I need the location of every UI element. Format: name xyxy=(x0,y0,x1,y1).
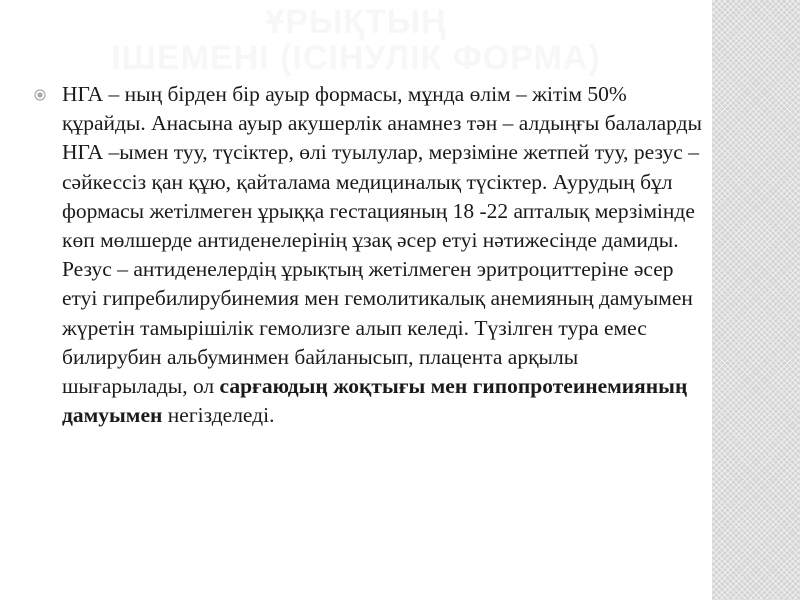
paragraph-main-text: НГА – ның бірден бір ауыр формасы, мұнда өлім – жітім 50% құрайды. Анасына ауыр акушерлік анамнез тән – алдыңғы балаларды НГА –ымен туу, түсіктер, өлі туылулар, мерзіміне жетпей туу, резус – сәйкессіз қан құю, қайталама медициналық түсіктер. Аурудың бұл формасы жетілмеген ұрыққа гестацияның 18 -22 апталық мерзімінде көп мөлшерде антиденелерінің ұзақ әсер етуі нәтижесінде дамиды. Резус – антиденелердің ұрықтың жетілмеген эритроциттеріне әсер етуі гипребилирубинемия мен гемолитикалық анемияның дамуымен жүретін тамырішілік гемолизге алып келеді. Түзілген тура емес билирубин альбуминмен байланысып, плацента арқылы шығарылады, xyxy=(62,82,702,399)
slide-title-line-2: ІШЕМЕНІ (ІСІНУЛІК ФОРМА) xyxy=(111,39,601,77)
slide-body-text xyxy=(62,80,707,430)
body-paragraph xyxy=(62,80,707,430)
slide-title-line-1: ҰРЫҚТЫҢ xyxy=(265,3,447,41)
circle-bullet-icon xyxy=(34,89,46,101)
paragraph-bold-text: сарғаюдың жоқтығы мен гипопротеинемияның дамуымен xyxy=(62,374,688,428)
paragraph-suffix-text: негізделеді. xyxy=(162,403,275,428)
decorative-side-bar xyxy=(712,0,800,600)
slide-title xyxy=(0,4,712,76)
paragraph-prefix-text: ол xyxy=(192,374,220,399)
